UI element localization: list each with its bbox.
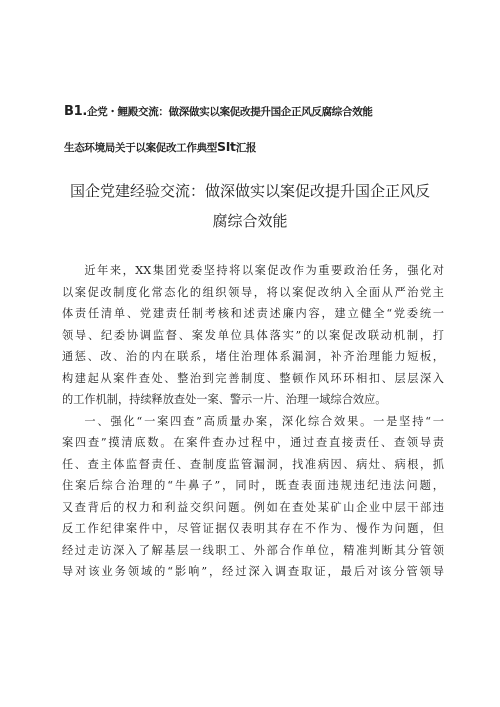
paragraph-line: 反工作纪律案件中，尽管证据仅表明其存在不作为、慢作为问题，但 — [62, 522, 444, 535]
header-line-2-start: 生态环境局关于以案促改工作典型 — [64, 142, 217, 154]
header-line-2-mid: SIt — [217, 139, 236, 154]
document-header-line-1 — [64, 104, 444, 119]
paragraph-line: 导对该业务领域的“影响”，经过深入调查取证，最后对该分管领导 — [62, 565, 444, 578]
paragraph-line: 经过走访深入了解基层一线职工、外部合作单位，精准判断其分管领 — [62, 543, 444, 557]
paragraph-line: 以案促改制度化常态化的组织领导，将以案促改纳入全面从严治党主 — [62, 285, 444, 299]
paragraph-line: 近年来，XX集团党委坚持将以案促改作为重要政治任务，强化对 — [84, 264, 444, 277]
paragraph-line: 构建起从案件查处、整治到完善制度、整顿作风环环相扣、层层深入 — [62, 371, 444, 385]
paragraph-line: 体责任清单、党建责任制考核和述责述廉内容，建立健全“党委统一 — [62, 307, 444, 320]
paragraph-1 — [62, 260, 444, 411]
paragraph-2 — [62, 411, 444, 583]
paragraph-line: 又查背后的权力和利益交织问题。例如在查处某矿山企业中层干部违 — [62, 500, 444, 514]
header-line-1-text: 企党・鲤殿交流：做深做实以案促改提升国企正风反腐综合效能 — [87, 106, 373, 118]
paragraph-line: 领导、纪委协调监督、案发单位具体落实”的以案促改联动机制，打 — [62, 328, 444, 342]
paragraph-line: 任、查主体监督责任、查制度监管漏洞，找准病因、病灶、病根，抓 — [62, 457, 444, 471]
paragraph-line: 一、强化“一案四查”高质量办案，深化综合效果。一是坚持“一 — [84, 414, 444, 428]
paragraph-line: 住案后综合治理的“牛鼻子”，同时，既查表面违规违纪违法问题， — [62, 479, 444, 492]
document-body — [62, 260, 444, 583]
document-title-line-1: 国企党建经验交流：做深做实以案促改提升国企正风反 — [70, 182, 431, 200]
document-title-line-2: 腐综合效能 — [212, 212, 288, 230]
paragraph-line: 通惩、改、治的内在联系，堵住治理体系漏洞，补齐治理能力短板， — [62, 350, 444, 363]
paragraph-line: 的工作机制，持续释放查处一案、警示一片、治理一域综合效应。 — [62, 393, 387, 406]
header-line-2-end: 汇报 — [235, 142, 257, 154]
paragraph-line: 案四查”摸清底数。在案件查办过程中，通过查直接责任、查领导责 — [62, 436, 444, 449]
header-prefix: B1. — [64, 104, 87, 119]
document-header-line-2 — [64, 139, 444, 155]
